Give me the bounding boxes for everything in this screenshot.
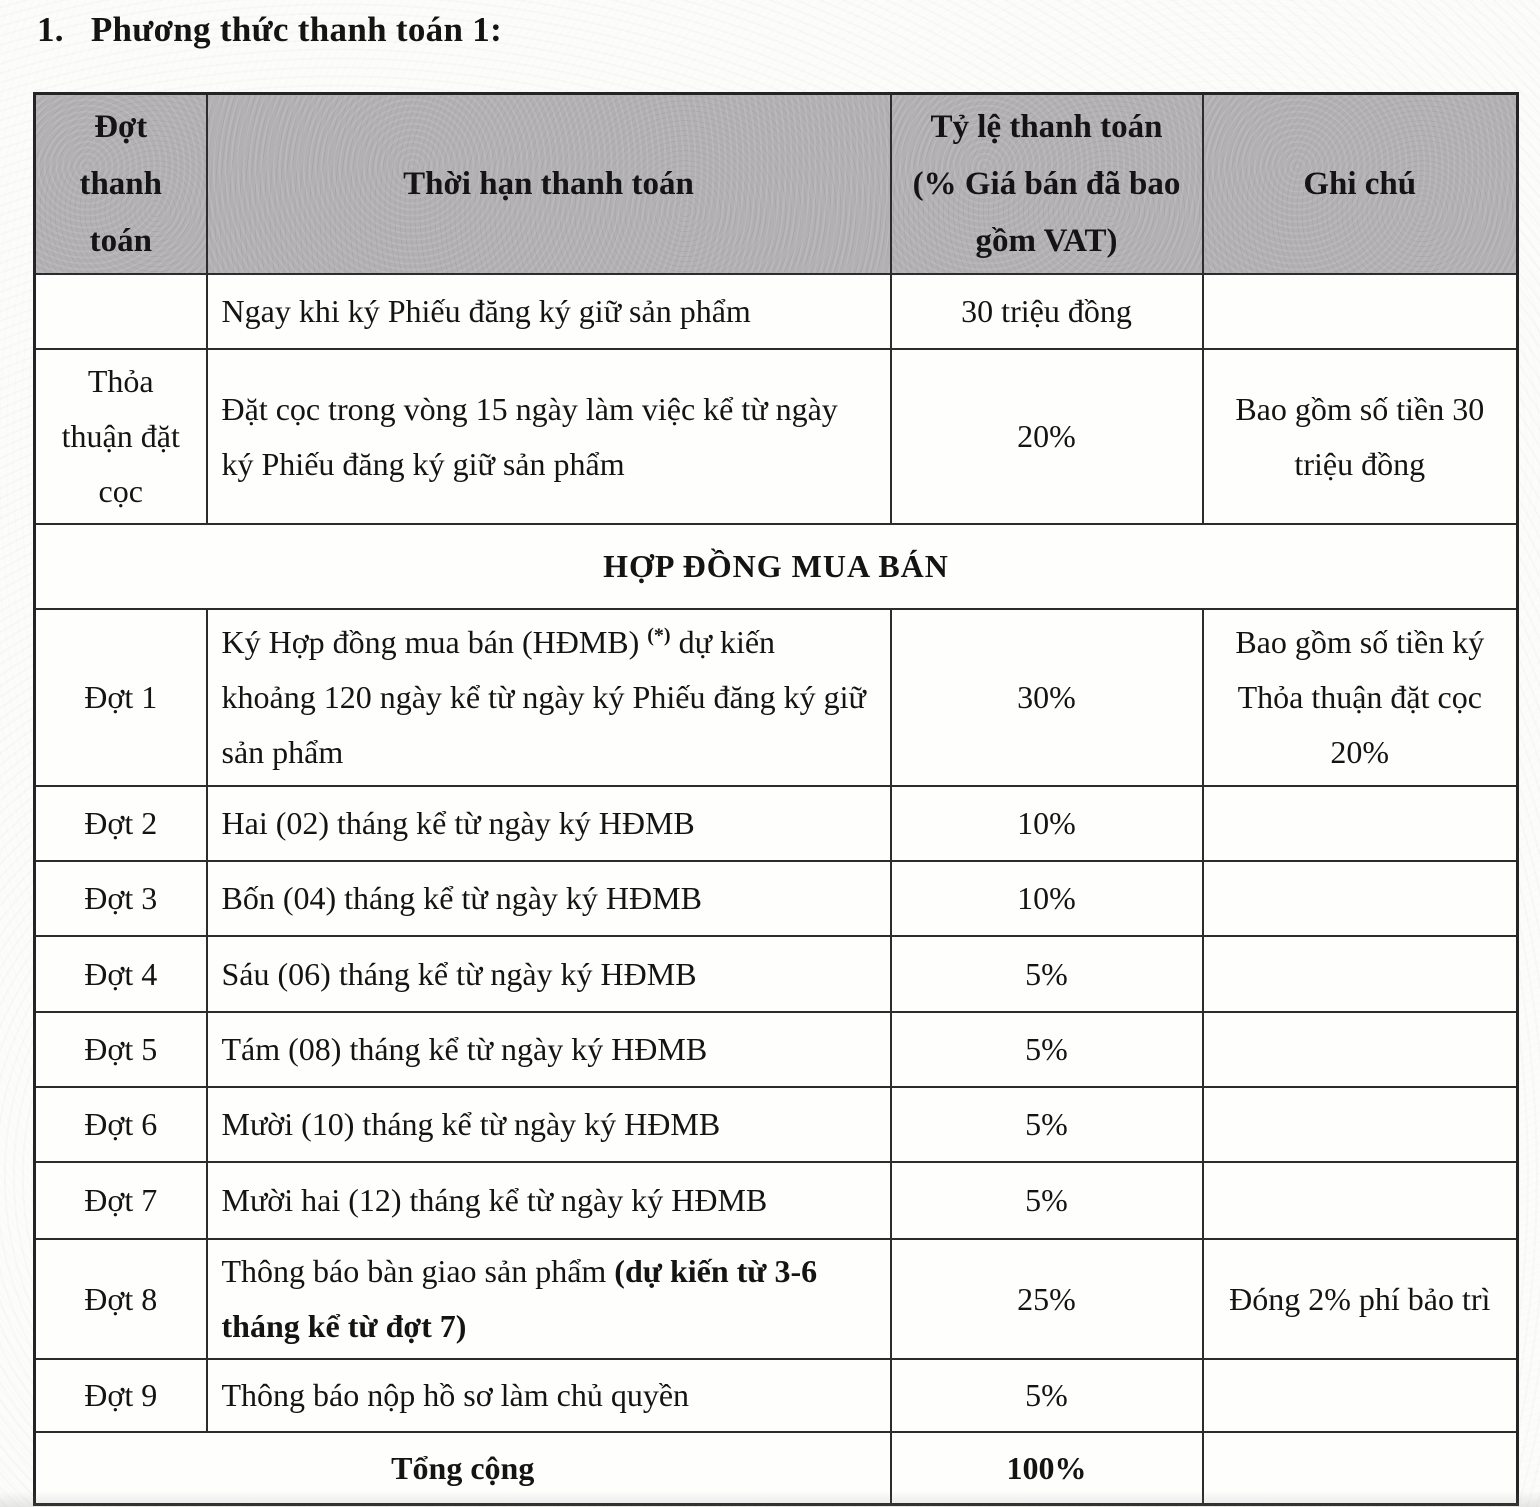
stage-cell: Đợt 1: [35, 609, 207, 786]
stage-cell: Đợt 5: [35, 1012, 207, 1087]
rate-cell: 5%: [891, 1012, 1203, 1087]
term-cell: Ngay khi ký Phiếu đăng ký giữ sản phẩm: [207, 274, 891, 349]
term-cell: Sáu (06) tháng kể từ ngày ký HĐMB: [207, 936, 891, 1012]
section-banner: HỢP ĐỒNG MUA BÁN: [35, 524, 1518, 609]
rate-cell: 20%: [891, 349, 1203, 524]
stage-cell: Đợt 3: [35, 861, 207, 936]
term-cell: Hai (02) tháng kể từ ngày ký HĐMB: [207, 786, 891, 861]
total-label: Tổng cộng: [35, 1432, 891, 1504]
table-row: [35, 936, 1518, 1012]
header-rate: Tỷ lệ thanh toán (% Giá bán đã bao gồm VAT): [891, 94, 1203, 275]
rate-cell: 25%: [891, 1239, 1203, 1359]
stage-cell: [35, 274, 207, 349]
rate-cell: 30%: [891, 609, 1203, 786]
table-row: [35, 1162, 1518, 1239]
table-row: [35, 1239, 1518, 1359]
table-row: [35, 1087, 1518, 1162]
stage-cell: Đợt 2: [35, 786, 207, 861]
term-cell: Đặt cọc trong vòng 15 ngày làm việc kể từ ngày ký Phiếu đăng ký giữ sản phẩm: [207, 349, 891, 524]
note-cell: [1203, 936, 1518, 1012]
table-row: [35, 349, 1518, 524]
term-cell: Thông báo nộp hồ sơ làm chủ quyền: [207, 1359, 891, 1432]
rate-cell: 5%: [891, 1162, 1203, 1239]
table-row: [35, 861, 1518, 936]
note-cell: [1203, 861, 1518, 936]
term-text: Thông báo bàn giao sản phẩm: [221, 1253, 615, 1290]
term-text: dự kiến khoảng 120 ngày kể từ ngày ký Phiếu đăng ký giữ sản phẩm: [221, 624, 866, 771]
note-cell: Bao gồm số tiền ký Thỏa thuận đặt cọc 20%: [1203, 609, 1518, 786]
page-title: [37, 10, 502, 50]
term-cell: [207, 1239, 891, 1359]
note-cell: [1203, 274, 1518, 349]
table-header-row: [35, 94, 1518, 275]
term-cell: Mười hai (12) tháng kể từ ngày ký HĐMB: [207, 1162, 891, 1239]
table-row: [35, 274, 1518, 349]
note-cell: Đóng 2% phí bảo trì: [1203, 1239, 1518, 1359]
section-banner-row: [35, 524, 1518, 609]
stage-cell: Đợt 8: [35, 1239, 207, 1359]
table-row: [35, 1359, 1518, 1432]
term-cell: [207, 609, 891, 786]
title-number: 1.: [37, 10, 64, 49]
term-cell: Mười (10) tháng kể từ ngày ký HĐMB: [207, 1087, 891, 1162]
scan-artifact: [0, 1491, 1540, 1507]
payment-schedule-table: [33, 92, 1519, 1506]
table-row: [35, 609, 1518, 786]
table-row: [35, 1012, 1518, 1087]
rate-cell: 30 triệu đồng: [891, 274, 1203, 349]
note-cell: [1203, 1012, 1518, 1087]
stage-cell: Đợt 6: [35, 1087, 207, 1162]
note-cell: Bao gồm số tiền 30 triệu đồng: [1203, 349, 1518, 524]
note-cell: [1203, 1359, 1518, 1432]
footnote-marker: (*): [647, 624, 671, 647]
rate-cell: 10%: [891, 786, 1203, 861]
header-stage: Đợt thanh toán: [35, 94, 207, 275]
title-text: Phương thức thanh toán 1:: [90, 10, 503, 49]
note-cell: [1203, 1087, 1518, 1162]
header-term: Thời hạn thanh toán: [207, 94, 891, 275]
term-cell: Tám (08) tháng kể từ ngày ký HĐMB: [207, 1012, 891, 1087]
term-text-bold: (dự kiến từ 3-6 tháng kể từ đợt 7): [221, 1253, 818, 1345]
rate-cell: 5%: [891, 936, 1203, 1012]
header-note: Ghi chú: [1203, 94, 1518, 275]
rate-cell: 5%: [891, 1087, 1203, 1162]
note-cell: [1203, 786, 1518, 861]
term-text: Ký Hợp đồng mua bán (HĐMB): [221, 624, 648, 661]
table-row: [35, 786, 1518, 861]
rate-cell: 5%: [891, 1359, 1203, 1432]
note-cell: [1203, 1162, 1518, 1239]
stage-cell: Đợt 4: [35, 936, 207, 1012]
rate-cell: 10%: [891, 861, 1203, 936]
term-cell: Bốn (04) tháng kể từ ngày ký HĐMB: [207, 861, 891, 936]
stage-cell: Đợt 7: [35, 1162, 207, 1239]
stage-cell: Đợt 9: [35, 1359, 207, 1432]
total-rate: 100%: [891, 1432, 1203, 1504]
stage-cell: Thỏa thuận đặt cọc: [35, 349, 207, 524]
